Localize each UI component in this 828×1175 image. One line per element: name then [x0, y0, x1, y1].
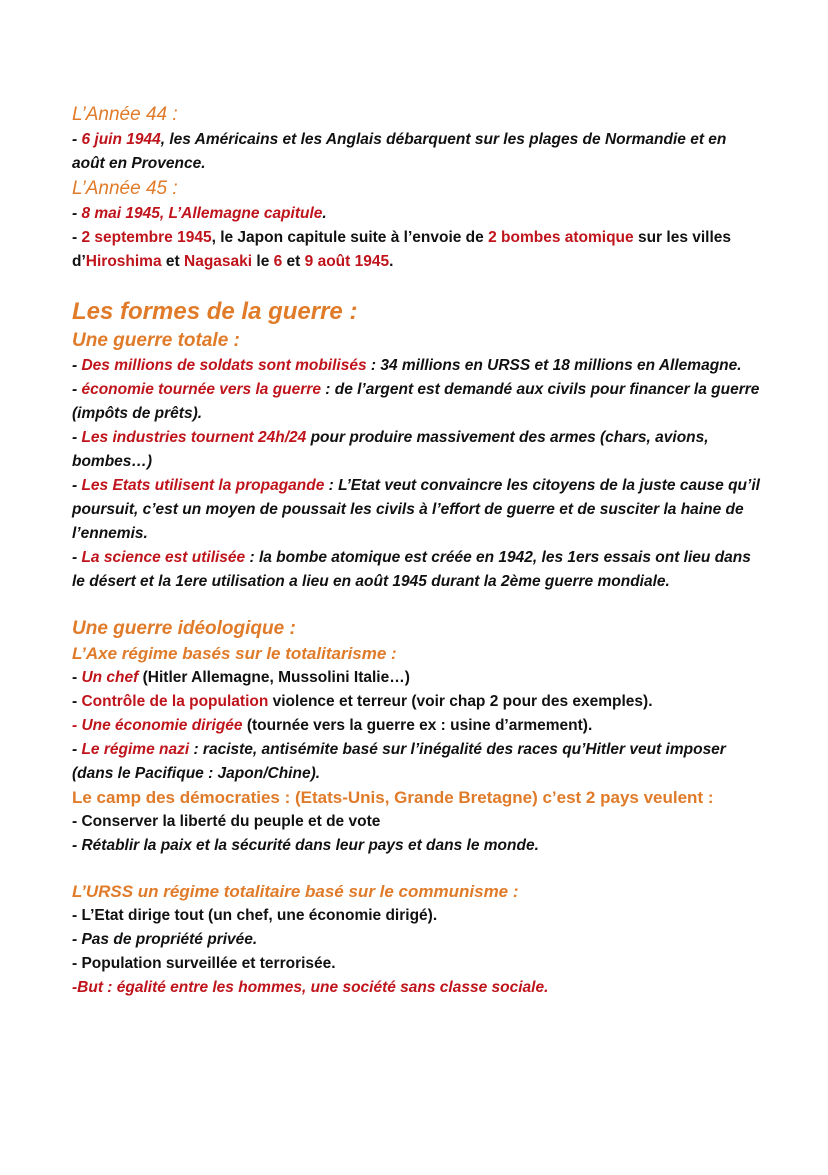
- text: sur les villes d’: [72, 229, 732, 270]
- heading-formes-guerre: Les formes de la guerre :: [72, 298, 358, 325]
- text: et: [161, 253, 184, 270]
- text: .: [389, 253, 394, 270]
- text: le: [252, 253, 274, 270]
- highlight: Des millions de soldats sont mobilisés: [81, 357, 367, 374]
- heading-annee-45: L’Année 45 :: [72, 178, 178, 199]
- heading-democraties: Le camp des démocraties : (Etats-Unis, Grande Bretagne) c’est 2 pays veulent :: [72, 788, 714, 807]
- heading-urss: L’URSS un régime totalitaire basé sur le communisme :: [72, 882, 519, 901]
- item-etat-dirige: - L’Etat dirige tout (un chef, une économie dirigé).: [72, 907, 438, 924]
- text: (tournée vers la guerre ex : usine d’armement).: [242, 717, 593, 734]
- dash: -: [72, 205, 82, 222]
- text: , le Japon capitule suite à l’envoie de: [211, 229, 489, 246]
- text: pour produire massivement des armes (chars, avions, bombes…): [72, 429, 709, 470]
- highlight: économie tournée vers la guerre: [81, 381, 321, 398]
- paragraph-2-septembre-1945: [72, 226, 762, 274]
- highlight: La science est utilisée: [81, 549, 246, 566]
- paragraph-6-juin-1944: [72, 128, 762, 176]
- heading-guerre-ideologique: Une guerre idéologique :: [72, 618, 296, 639]
- paragraph-8-mai-1945: [72, 202, 762, 226]
- highlight: Contrôle de la population: [81, 693, 269, 710]
- dash: -: [72, 693, 82, 710]
- item-science: [72, 546, 762, 594]
- highlight: - Une économie dirigée: [72, 717, 243, 734]
- item-regime-nazi: [72, 738, 762, 786]
- text: .: [322, 205, 327, 222]
- dash: -: [72, 381, 82, 398]
- dash: -: [72, 669, 82, 686]
- highlight: Un chef: [81, 669, 139, 686]
- item-propagande: [72, 474, 762, 546]
- date-6-juin-1944: 6 juin 1944: [81, 131, 161, 148]
- item-chef: [72, 666, 762, 690]
- item-but: -But : égalité entre les hommes, une société sans classe sociale.: [72, 979, 549, 996]
- dash: -: [72, 229, 82, 246]
- highlight: Les industries tournent 24h/24: [81, 429, 307, 446]
- text: et: [282, 253, 305, 270]
- item-economie-dirigee: [72, 714, 762, 738]
- dash: -: [72, 357, 82, 374]
- item-population: - Population surveillée et terrorisée.: [72, 955, 336, 972]
- item-liberte: - Conserver la liberté du peuple et de vote: [72, 813, 381, 830]
- bombes-atomiques: 2 bombes atomique: [488, 229, 634, 246]
- heading-guerre-totale: Une guerre totale :: [72, 330, 240, 351]
- text: : 34 millions en URSS et 18 millions en Allemagne.: [366, 357, 742, 374]
- item-paix: - Rétablir la paix et la sécurité dans leur pays et dans le monde.: [72, 837, 539, 854]
- city-hiroshima: Hiroshima: [85, 253, 162, 270]
- text: , les Américains et les Anglais débarquent sur les plages de Normandie et en août en Provence.: [72, 131, 727, 172]
- item-propriete: - Pas de propriété privée.: [72, 931, 258, 948]
- text: : de l’argent est demandé aux civils pour financer la guerre (impôts de prêts).: [72, 381, 760, 422]
- heading-annee-44: L’Année 44 :: [72, 104, 178, 125]
- date-6: 6: [273, 253, 283, 270]
- city-nagasaki: Nagasaki: [184, 253, 253, 270]
- heading-axe: L’Axe régime basés sur le totalitarisme :: [72, 644, 397, 663]
- item-soldats: [72, 354, 762, 378]
- text: : la bombe atomique est créée en 1942, les 1ers essais ont lieu dans le désert et la 1ere utilisation a lieu en août 1945 durant la 2ème guerre mondiale.: [72, 549, 751, 590]
- text: : L’Etat veut convaincre les citoyens de la juste cause qu’il poursuit, c’est un moyen de poussait les civils à l’effort de guerre et de susciter la haine de l’ennemis.: [72, 477, 760, 542]
- item-industries: [72, 426, 762, 474]
- dash: -: [72, 429, 82, 446]
- allemagne-capitule: 8 mai 1945, L’Allemagne capitule: [81, 205, 323, 222]
- date-2-septembre-1945: 2 septembre 1945: [81, 229, 212, 246]
- text: : raciste, antisémite basé sur l’inégalité des races qu’Hitler veut imposer (dans le Pacifique : Japon/Chine).: [72, 741, 726, 782]
- dash: -: [72, 741, 82, 758]
- text: (Hitler Allemagne, Mussolini Italie…): [138, 669, 410, 686]
- document-page: [72, 102, 762, 1000]
- dash: -: [72, 549, 82, 566]
- dash: -: [72, 477, 82, 494]
- item-controle: [72, 690, 762, 714]
- highlight: Le régime nazi: [81, 741, 190, 758]
- text: violence et terreur (voir chap 2 pour des exemples).: [268, 693, 653, 710]
- item-economie: [72, 378, 762, 426]
- dash: -: [72, 131, 82, 148]
- highlight: Les Etats utilisent la propagande: [81, 477, 325, 494]
- date-9-aout-1945: 9 août 1945: [304, 253, 390, 270]
